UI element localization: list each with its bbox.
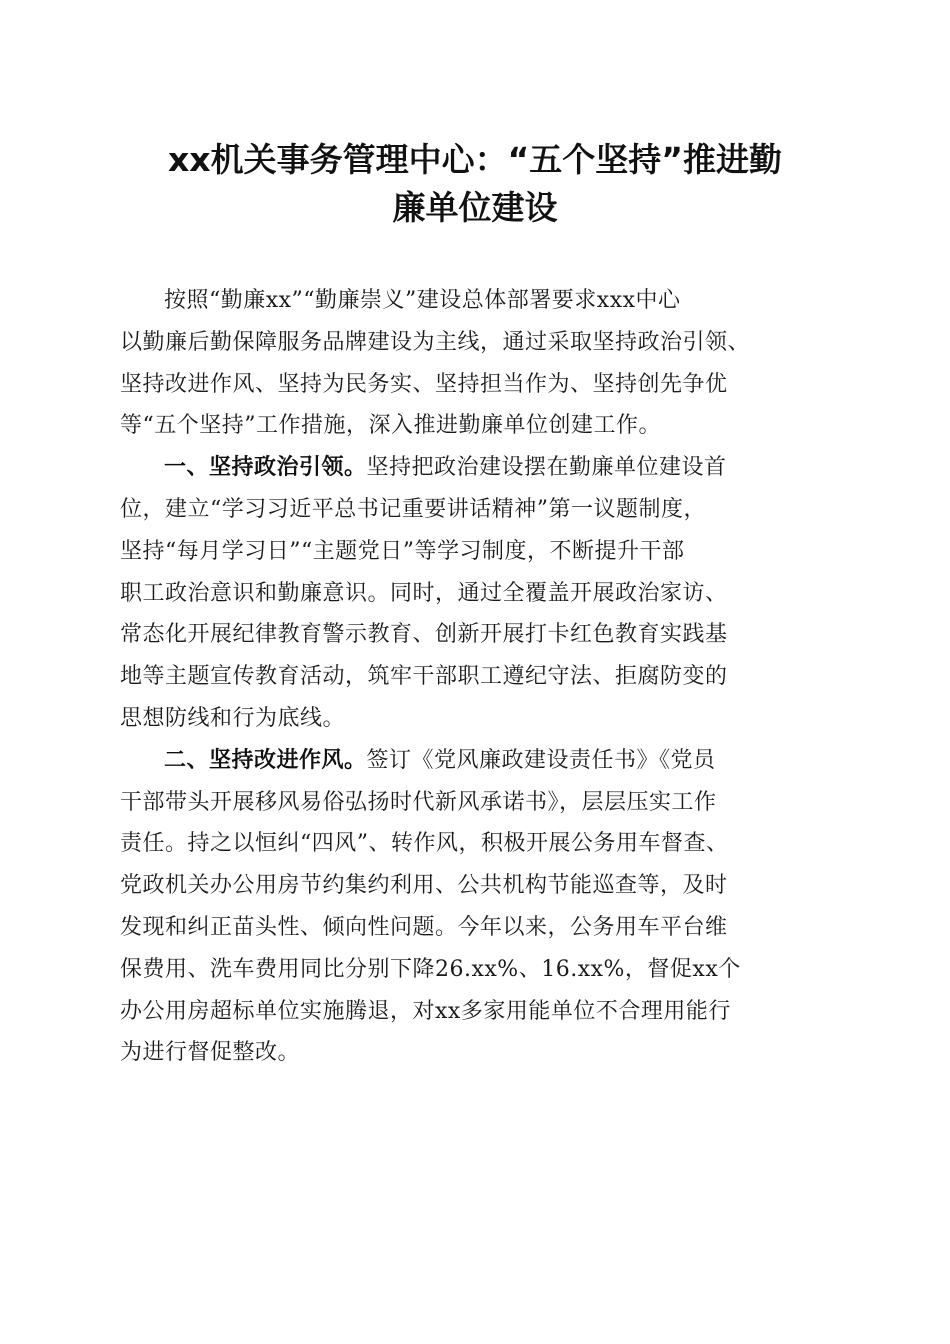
- document-title: [120, 136, 830, 232]
- text-line: 地等主题宣传教育活动，筑牢干部职工遵纪守法、拒腐防变的: [120, 664, 728, 690]
- paragraph-intro: [120, 280, 835, 447]
- text-line: 党政机关办公用房节约集约利用、公共机构节能巡查等，及时: [120, 873, 728, 899]
- text-line: [120, 740, 835, 782]
- text-line: 责任。持之以恒纠“四风”、转作风，积极开展公务用车督查、: [120, 831, 729, 857]
- text-line: 干部带头开展移风易俗弘扬时代新风承诺书》，层层压实工作: [120, 789, 717, 815]
- title-line-2: 廉单位建设: [392, 188, 558, 227]
- text-line: 为进行督促整改。: [120, 1040, 301, 1066]
- text-line: 保费用、洗车费用同比分别下降26.xx%、16.xx%，督促xx个: [120, 956, 741, 982]
- text-line: 发现和纠正苗头性、倾向性问题。今年以来，公务用车平台维: [120, 914, 728, 940]
- section-heading-2: 二、坚持改进作风。: [164, 747, 367, 773]
- document-body: [120, 280, 835, 1074]
- title-line-1: xx机关事务管理中心：“五个坚持”推进勤: [168, 140, 782, 179]
- text-line: 办公用房超标单位实施腾退，对xx多家用能单位不合理用能行: [120, 998, 731, 1024]
- text-line: 常态化开展纪律教育警示教育、创新开展打卡红色教育实践基: [120, 622, 728, 648]
- paragraph-section-1: [120, 447, 835, 740]
- text-line: 位，建立“学习习近平总书记重要讲话精神”第一议题制度，: [120, 496, 706, 522]
- text-line: 坚持“每月学习日”“主题党日”等学习制度，不断提升干部: [120, 538, 685, 564]
- text-line: 以勤廉后勤保障服务品牌建设为主线，通过采取坚持政治引领、: [120, 329, 751, 355]
- text-line: 按照“勤廉xx”“勤廉崇义”建设总体部署要求xxx中心: [164, 288, 681, 313]
- text-line: [120, 447, 835, 489]
- section-2-first-line-text: 签订《党风廉政建设责任书》《党员: [366, 747, 716, 773]
- text-line: 职工政治意识和勤廉意识。同时，通过全覆盖开展政治家访、: [120, 580, 728, 606]
- text-line: 坚持改进作风、坚持为民务实、坚持担当作为、坚持创先争优: [120, 371, 728, 397]
- text-line: 思想防线和行为底线。: [120, 705, 346, 731]
- section-1-first-line-text: 坚持把政治建设摆在勤廉单位建设首: [366, 455, 727, 481]
- paragraph-section-2: [120, 740, 835, 1074]
- section-heading-1: 一、坚持政治引领。: [164, 455, 367, 481]
- text-line: 等“五个坚持”工作措施，深入推进勤廉单位创建工作。: [120, 413, 661, 439]
